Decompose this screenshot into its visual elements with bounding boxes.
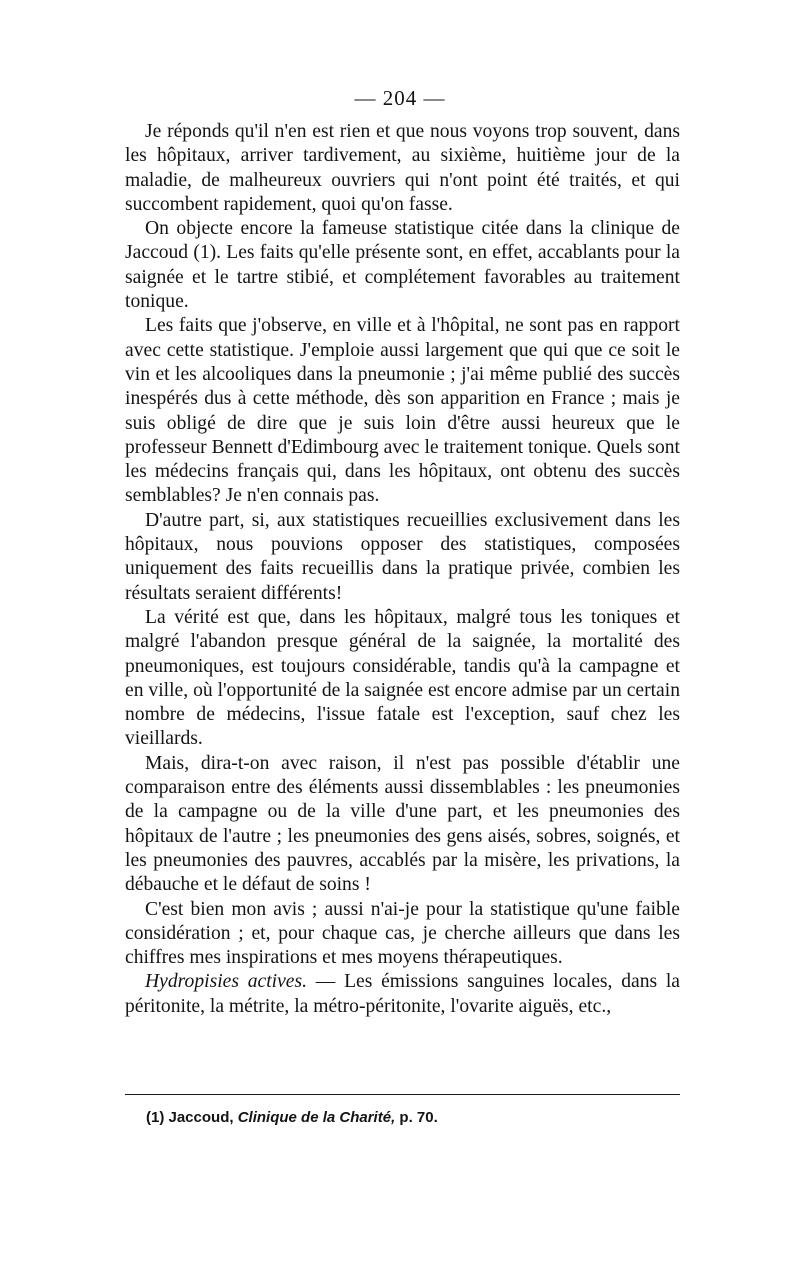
- paragraph-hydropisies: [125, 970, 680, 1019]
- footnote: [146, 1108, 666, 1128]
- section-lead: Hydropisies actives.: [145, 971, 308, 993]
- footnote-title: Clinique de la Charité,: [237, 1109, 396, 1126]
- paragraph: Les faits que j'observe, en ville et à l'hôpital, ne sont pas en rapport avec cette statistique. J'emploie aussi largement que qui que ce soit le vin et les alcooliques dans la pneumonie ; j'ai même publié des succès inespérés dus à cette méthode, dès son apparition en France ; mais je suis obligé de dire que je suis loin d'être aussi heureux que le professeur Bennett d'Edimbourg avec le traitement tonique. Quels sont les médecins français qui, dans les hôpitaux, ont obtenu des succès semblables? Je n'en connais pas.: [125, 315, 680, 507]
- paragraph: Mais, dira-t-on avec raison, il n'est pas possible d'établir une comparaison entre des éléments aussi dissemblables : les pneumonies de la campagne ou de la ville d'une part, et les pneumonies des hôpitaux de l'autre ; les pneumonies des gens aisés, sobres, soignés, et les pneumonies des pauvres, accablés par la misère, les privations, la débauche et le défaut de soins !: [125, 752, 680, 896]
- main-text: [125, 120, 680, 1019]
- paragraph: On objecte encore la fameuse statistique citée dans la clinique de Jaccoud (1). Les faits qu'elle présente sont, en effet, accablants pour la saignée et le tartre stibié, et complétement favorables au traitement tonique.: [125, 218, 680, 313]
- footnote-page: p. 70.: [395, 1109, 438, 1126]
- section-text: — Les émissions sanguines locales, dans la péritonite, la métrite, la métro-péritonite, l'ovarite aiguës, etc.,: [125, 971, 680, 1017]
- paragraph: La vérité est que, dans les hôpitaux, malgré tous les toniques et malgré l'abandon presque général de la saignée, la mortalité des pneumoniques, est toujours considérable, tandis qu'à la campagne et en ville, où l'opportunité de la saignée est encore admise par un certain nombre de médecins, l'issue fatale est l'exception, sauf chez les vieillards.: [125, 606, 680, 750]
- paragraph: C'est bien mon avis ; aussi n'ai-je pour la statistique qu'une faible considération ; et, pour chaque cas, je cherche ailleurs que dans les chiffres mes inspirations et mes moyens thérapeutiques.: [125, 898, 680, 969]
- paragraph: Je réponds qu'il n'en est rien et que nous voyons trop souvent, dans les hôpitaux, arriver tardivement, au sixième, huitième jour de la maladie, de malheureux ouvriers qui n'ont point été traités, et qui succombent rapidement, quoi qu'on fasse.: [125, 121, 680, 215]
- footnote-rule: [125, 1094, 680, 1095]
- paragraph: D'autre part, si, aux statistiques recueillies exclusivement dans les hôpitaux, nous pouvions opposer des statistiques, composées uniquement des faits recueillis dans la pratique privée, combien les résultats seraient différents!: [125, 509, 680, 604]
- footnote-marker: (1) Jaccoud,: [146, 1109, 238, 1126]
- page-number: — 204 —: [354, 86, 446, 110]
